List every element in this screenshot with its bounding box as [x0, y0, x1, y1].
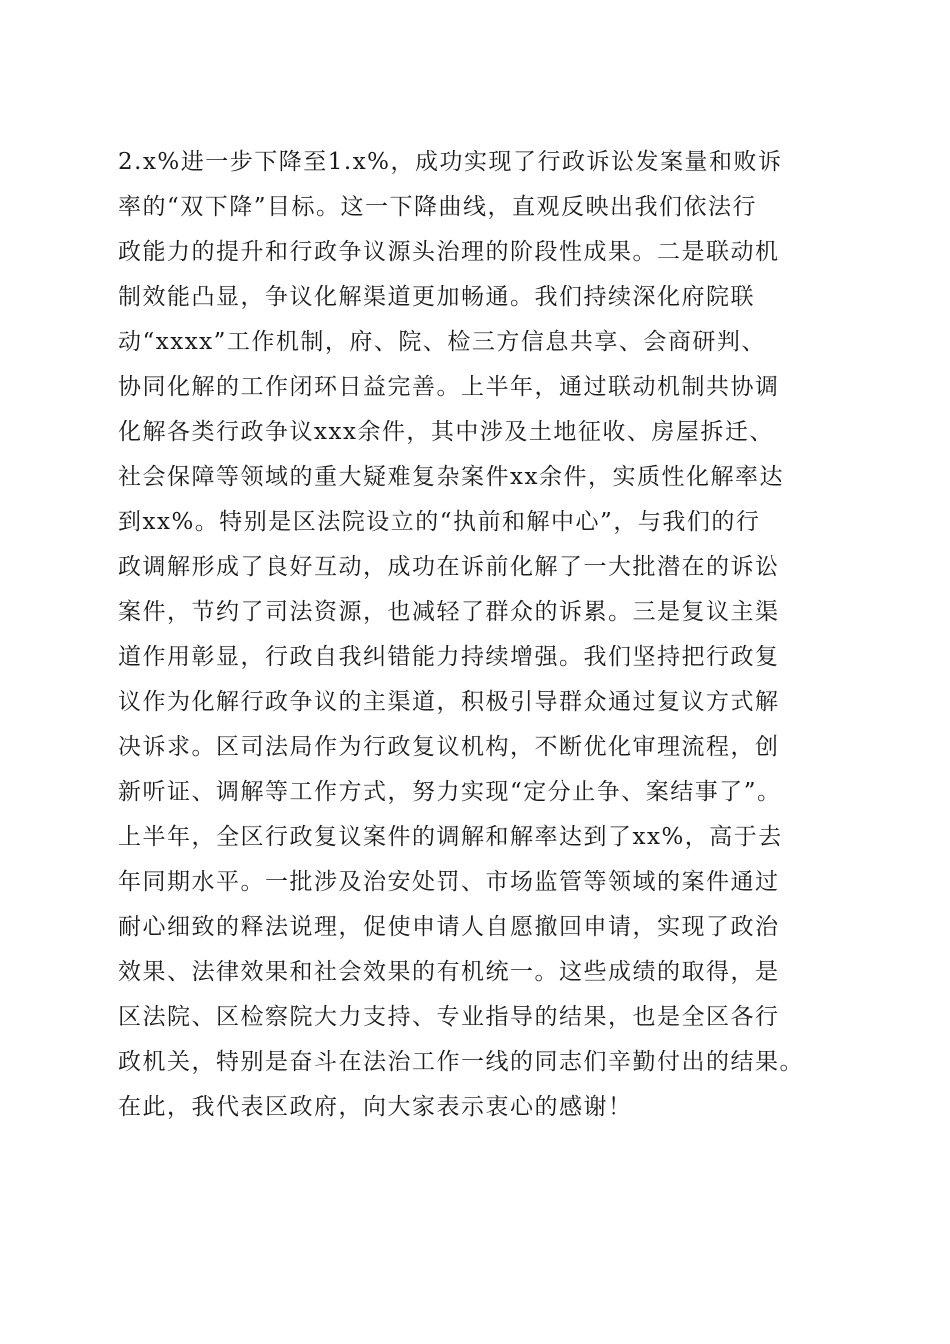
text-line: 社会保障等领域的重大疑难复杂案件xx余件，实质性化解率达: [118, 464, 784, 490]
text-line: 议作为化解行政争议的主渠道，积极引导群众通过复议方式解: [118, 689, 780, 715]
text-line: 动“xxxx”工作机制，府、院、检三方信息共享、会商研判、: [118, 329, 766, 355]
text-line: 化解各类行政争议xxx余件，其中涉及土地征收、房屋拆迁、: [118, 419, 774, 445]
text-line: 制效能凸显，争议化解渠道更加畅通。我们持续深化府院联: [118, 284, 755, 310]
text-line: 耐心细致的释法说理，促使申请人自愿撤回申请，实现了政治: [118, 914, 780, 940]
text-line: 效果、法律效果和社会效果的有机统一。这些成绩的取得，是: [118, 959, 780, 985]
text-line: 到xx%。特别是区法院设立的“执前和解中心”，与我们的行: [118, 509, 761, 535]
text-line: 政能力的提升和行政争议源头治理的阶段性成果。二是联动机: [118, 239, 780, 265]
text-line: 新听证、调解等工作方式，努力实现“定分止争、案结事了”。: [118, 779, 782, 805]
text-line: 2.x%进一步下降至1.x%，成功实现了行政诉讼发案量和败诉: [118, 149, 783, 175]
text-line: 区法院、区检察院大力支持、专业指导的结果，也是全区各行: [118, 1004, 780, 1030]
body-text: [118, 140, 850, 1130]
text-line: 在此，我代表区政府，向大家表示衷心的感谢！: [118, 1094, 633, 1120]
text-line: 政调解形成了良好互动，成功在诉前化解了一大批潜在的诉讼: [118, 554, 780, 580]
text-line: 年同期水平。一批涉及治安处罚、市场监管等领域的案件通过: [118, 869, 780, 895]
text-line: 政机关，特别是奋斗在法治工作一线的同志们辛勤付出的结果。: [118, 1049, 804, 1075]
text-line: 案件，节约了司法资源，也减轻了群众的诉累。三是复议主渠: [118, 599, 780, 625]
text-line: 上半年，全区行政复议案件的调解和解率达到了xx%，高于去: [118, 824, 783, 850]
text-line: 协同化解的工作闭环日益完善。上半年，通过联动机制共协调: [118, 374, 780, 400]
text-line: 道作用彰显，行政自我纠错能力持续增强。我们坚持把行政复: [118, 644, 780, 670]
text-line: 率的“双下降”目标。这一下降曲线，直观反映出我们依法行: [118, 194, 758, 220]
text-line: 决诉求。区司法局作为行政复议机构，不断优化审理流程，创: [118, 734, 780, 760]
